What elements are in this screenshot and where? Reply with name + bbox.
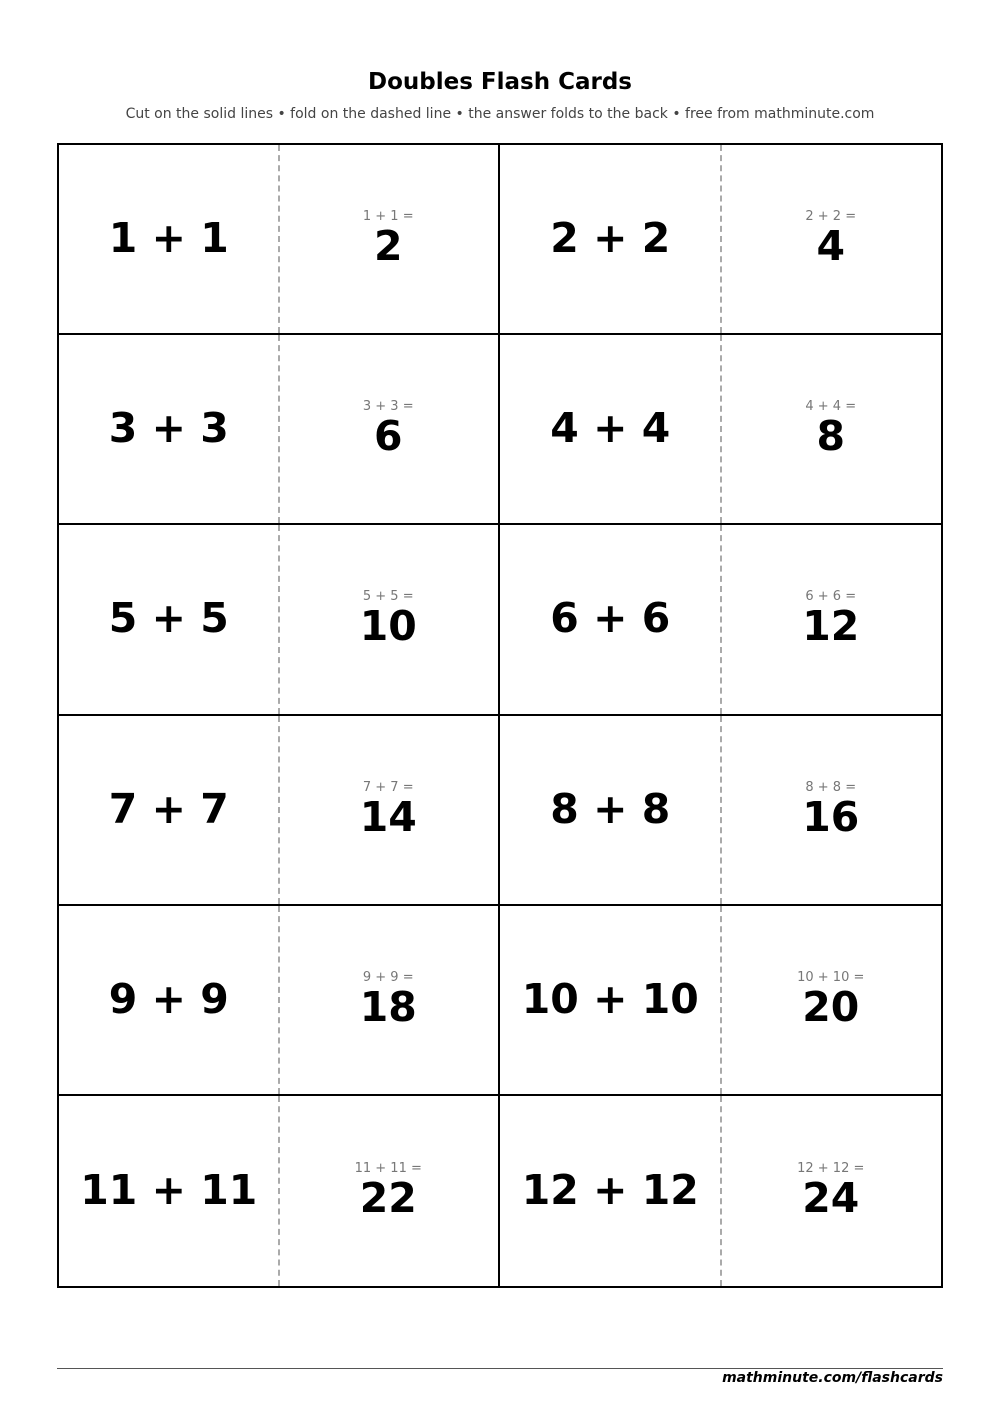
fold-line — [720, 906, 722, 1094]
flash-card — [500, 335, 941, 525]
card-answer: 10 — [359, 602, 417, 651]
flash-card — [500, 906, 941, 1096]
card-answer: 6 — [373, 412, 403, 461]
fold-line — [278, 525, 280, 713]
card-back — [721, 1096, 942, 1286]
card-front — [59, 335, 279, 523]
instructions: Cut on the solid lines • fold on the dashed line • the answer folds to the back • free from mathminute.com — [125, 106, 875, 122]
card-front — [500, 716, 721, 904]
fold-line — [278, 1096, 280, 1286]
fold-line — [720, 335, 722, 523]
card-back — [721, 525, 942, 713]
fold-line — [278, 145, 280, 333]
card-hint: 10 + 10 = — [797, 969, 865, 985]
card-hint: 9 + 9 = — [362, 969, 414, 985]
card-front — [59, 525, 279, 713]
card-back — [721, 335, 942, 523]
card-hint: 2 + 2 = — [805, 209, 857, 225]
fold-line — [720, 145, 722, 333]
flash-card — [59, 716, 500, 906]
flash-card — [59, 1096, 500, 1286]
card-answer: 18 — [359, 982, 417, 1031]
card-hint: 1 + 1 = — [362, 209, 414, 225]
card-question: 11 + 11 — [80, 1165, 258, 1214]
card-front — [59, 906, 279, 1094]
card-question: 1 + 1 — [108, 214, 229, 263]
card-answer: 4 — [816, 222, 846, 271]
fold-line — [278, 906, 280, 1094]
card-front — [500, 1096, 721, 1286]
card-question: 6 + 6 — [550, 594, 671, 643]
card-question: 12 + 12 — [521, 1165, 699, 1214]
card-answer: 8 — [816, 412, 846, 461]
card-hint: 4 + 4 = — [805, 399, 857, 415]
card-back — [279, 145, 499, 333]
fold-line — [720, 716, 722, 904]
flash-card — [59, 906, 500, 1096]
fold-line — [278, 335, 280, 523]
card-front — [59, 1096, 279, 1286]
flash-card-sheet — [57, 143, 943, 1288]
flash-card — [59, 335, 500, 525]
fold-line — [278, 716, 280, 904]
footer-url: mathminute.com/flashcards — [722, 1370, 943, 1386]
card-back — [721, 716, 942, 904]
card-front — [59, 716, 279, 904]
card-question: 4 + 4 — [550, 404, 671, 453]
card-back — [279, 1096, 499, 1286]
card-back — [279, 335, 499, 523]
flash-card — [500, 145, 941, 335]
card-front — [500, 145, 721, 333]
card-back — [721, 906, 942, 1094]
page-title: Doubles Flash Cards — [368, 69, 632, 95]
flash-card — [500, 1096, 941, 1286]
card-question: 7 + 7 — [108, 784, 229, 833]
card-question: 9 + 9 — [108, 974, 229, 1023]
card-hint: 3 + 3 = — [362, 399, 414, 415]
card-back — [279, 525, 499, 713]
card-answer: 2 — [373, 222, 403, 271]
card-front — [500, 906, 721, 1094]
card-question: 3 + 3 — [108, 404, 229, 453]
card-hint: 6 + 6 = — [805, 589, 857, 605]
card-question: 10 + 10 — [521, 974, 699, 1023]
card-question: 2 + 2 — [550, 214, 671, 263]
card-front — [500, 335, 721, 523]
card-back — [721, 145, 942, 333]
flash-card — [59, 525, 500, 715]
card-question: 5 + 5 — [108, 594, 229, 643]
card-question: 8 + 8 — [550, 784, 671, 833]
card-answer: 22 — [359, 1173, 417, 1222]
card-answer: 12 — [802, 602, 860, 651]
flash-card — [500, 525, 941, 715]
fold-line — [720, 525, 722, 713]
flash-card — [500, 716, 941, 906]
card-answer: 24 — [802, 1173, 860, 1222]
card-hint: 8 + 8 = — [805, 779, 857, 795]
flash-card — [59, 145, 500, 335]
card-hint: 11 + 11 = — [354, 1160, 422, 1176]
card-hint: 12 + 12 = — [797, 1160, 865, 1176]
card-answer: 20 — [802, 982, 860, 1031]
card-front — [59, 145, 279, 333]
card-back — [279, 716, 499, 904]
fold-line — [720, 1096, 722, 1286]
card-answer: 14 — [359, 792, 417, 841]
card-back — [279, 906, 499, 1094]
card-hint: 5 + 5 = — [362, 589, 414, 605]
card-front — [500, 525, 721, 713]
card-hint: 7 + 7 = — [362, 779, 414, 795]
card-answer: 16 — [802, 792, 860, 841]
